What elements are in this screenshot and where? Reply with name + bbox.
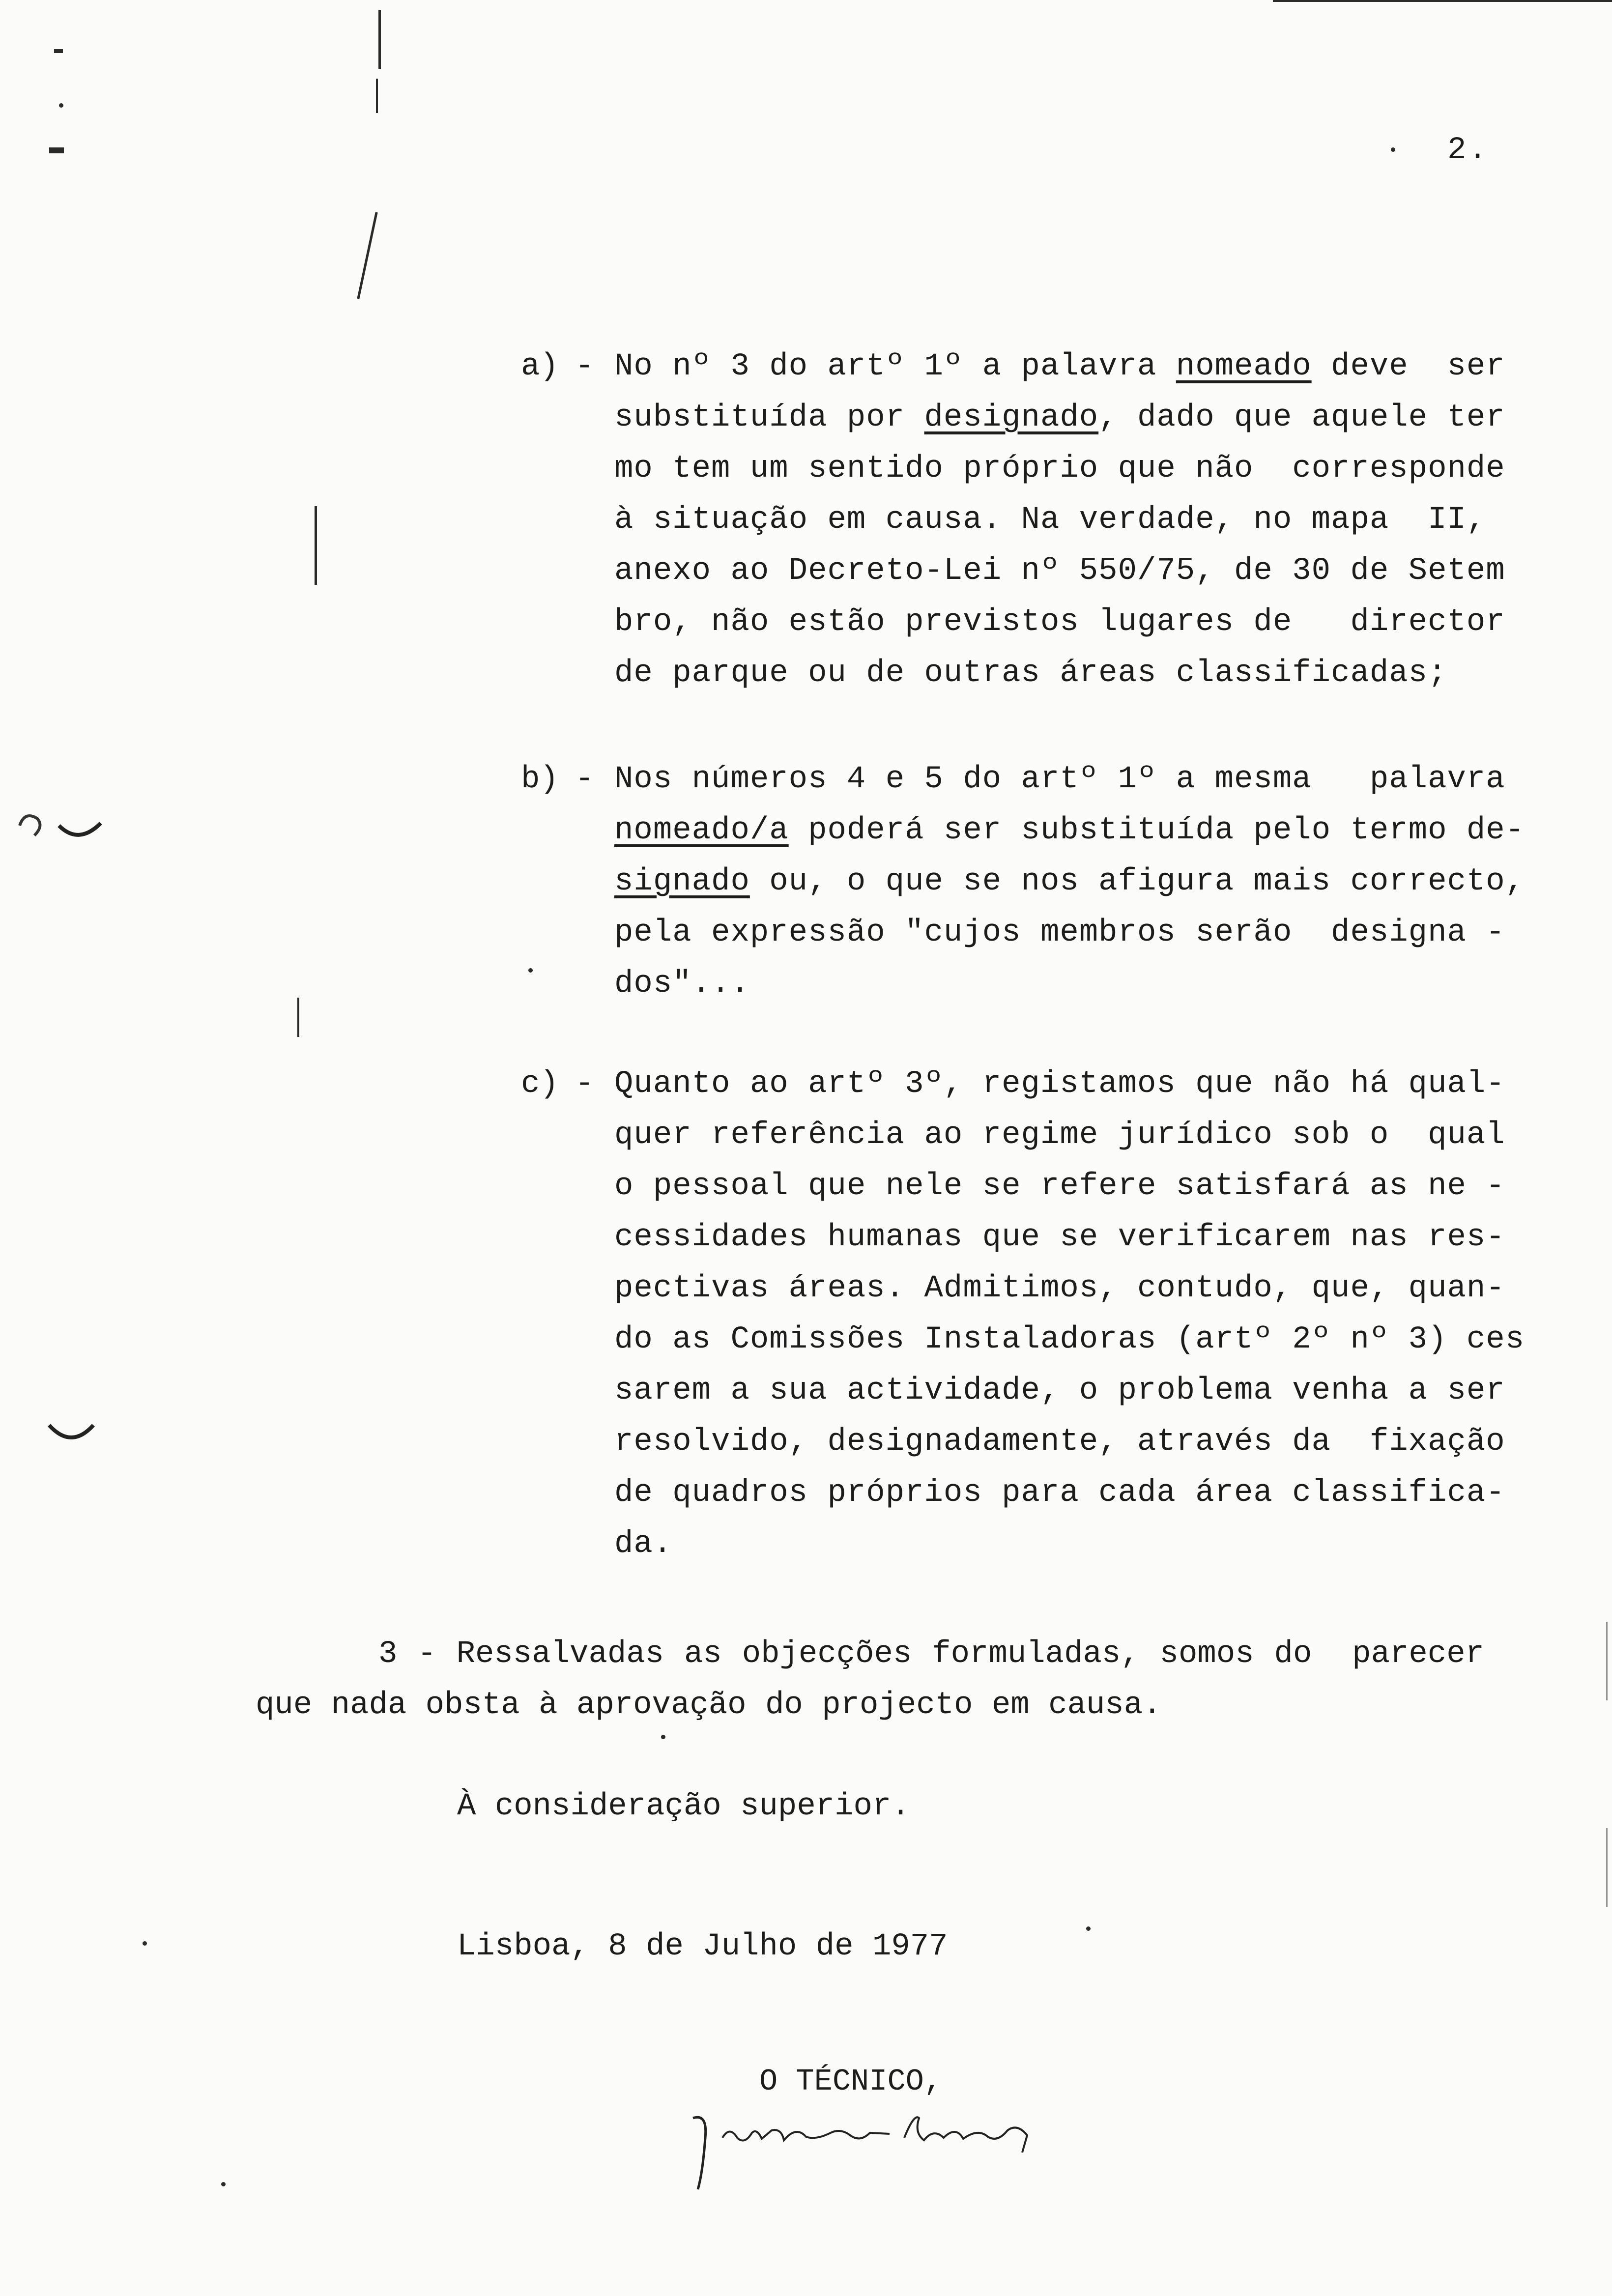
underlined-term: nomeado: [1176, 349, 1312, 384]
text-line: [614, 1066, 1505, 1118]
scan-dot: [1391, 147, 1395, 152]
text-run: resolvido, designadamente, através da fixação: [614, 1424, 1505, 1460]
text-line: [614, 451, 1505, 502]
text-run: anexo ao Decreto-Lei nº 550/75, de 30 de Setem: [614, 553, 1505, 589]
item-body: [521, 1066, 1525, 1578]
paragraph-3: [256, 1636, 1484, 1739]
signatory-role: O TÉCNICO,: [759, 2064, 943, 2099]
item-label: a): [521, 349, 559, 384]
item-label: c): [521, 1066, 559, 1102]
underlined-term: signado: [614, 864, 750, 899]
list-item-c: [521, 1066, 1525, 1578]
item-dash: -: [575, 1066, 594, 1102]
underlined-term: designado: [924, 400, 1099, 435]
text-line: [614, 1424, 1505, 1475]
text-run: de parque ou de outras áreas classificadas;: [614, 656, 1447, 691]
scan-mark: [1273, 0, 1612, 2]
text-run: quer referência ao regime jurídico sob o qual: [614, 1118, 1505, 1153]
text-run: pectivas áreas. Admitimos, contudo, que, quan-: [614, 1271, 1505, 1306]
text-line: [614, 966, 1484, 1017]
text-line: [614, 1220, 1505, 1271]
text-line: [614, 349, 1505, 400]
text-line: [614, 502, 1484, 553]
scan-dot: [221, 2182, 226, 2186]
underlined-term: nomeado/a: [614, 813, 789, 848]
text-run: poderá ser substituída pelo termo de-: [788, 813, 1525, 848]
text-run: dos"...: [614, 966, 750, 1002]
text-run: Quanto ao artº 3º, registamos que não há qual-: [614, 1066, 1505, 1102]
margin-mark: [44, 1415, 98, 1455]
margin-mark: [10, 796, 103, 855]
text-line: [614, 400, 1505, 451]
scan-mark: [378, 10, 381, 69]
text-run: bro, não estão previstos lugares de director: [614, 604, 1505, 640]
handwritten-signature: [683, 2098, 1037, 2197]
text-run: cessidades humanas que se verificarem nas res-: [614, 1220, 1505, 1255]
paragraph-3-line: que nada obsta à aprovação do projecto em causa.: [256, 1688, 1162, 1723]
text-line: [614, 915, 1505, 966]
item-label: b): [521, 762, 559, 797]
scan-mark: [376, 79, 378, 113]
text-run: sarem a sua actividade, o problema venha a ser: [614, 1373, 1505, 1408]
text-run: substituída por: [614, 400, 924, 435]
text-line: [614, 762, 1505, 813]
text-line: [614, 656, 1484, 707]
list-item-b: [521, 762, 1525, 1017]
place-date: Lisboa, 8 de Julho de 1977: [457, 1929, 948, 1964]
scan-mark: [357, 212, 377, 299]
scan-mark: [297, 998, 299, 1037]
text-run: pela expressão "cujos membros serão designa -: [614, 915, 1505, 950]
scan-edge: [1606, 1828, 1608, 1907]
text-line: [614, 1475, 1505, 1526]
text-line: [614, 1322, 1525, 1373]
scan-dot: [1086, 1926, 1091, 1931]
text-run: ou, o que se nos afigura mais correcto,: [749, 864, 1525, 899]
text-run: deve ser: [1311, 349, 1505, 384]
paragraph-3-line: 3 - Ressalvadas as objecções formuladas, somos do parecer: [378, 1636, 1484, 1672]
text-run: o pessoal que nele se refere satisfará as ne -: [614, 1169, 1505, 1204]
text-run: de quadros próprios para cada área classifica-: [614, 1475, 1505, 1511]
text-line: [614, 1373, 1505, 1424]
consideration-line: À consideração superior.: [457, 1789, 910, 1824]
page-number: 2.: [1447, 133, 1489, 168]
item-dash: -: [575, 349, 594, 384]
scan-mark: [49, 147, 64, 153]
scan-dot: [143, 1941, 147, 1946]
text-run: mo tem um sentido próprio que não corresponde: [614, 451, 1505, 487]
text-run: à situação em causa. Na verdade, no mapa II,: [614, 502, 1486, 538]
list-item-a: [521, 349, 1505, 707]
text-line: [614, 864, 1525, 915]
text-run: do as Comissões Instaladoras (artº 2º nº 3) ces: [614, 1322, 1525, 1357]
text-run: , dado que aquele ter: [1098, 400, 1505, 435]
text-line: [614, 813, 1525, 864]
text-line: [614, 1118, 1505, 1169]
text-line: [614, 1169, 1505, 1220]
text-run: Nos números 4 e 5 do artº 1º a mesma palavra: [614, 762, 1505, 797]
scan-mark: [54, 49, 63, 53]
text-run: da.: [614, 1526, 673, 1562]
text-run: No nº 3 do artº 1º a palavra: [614, 349, 1176, 384]
text-line: [614, 553, 1505, 604]
scan-dot: [59, 103, 63, 108]
item-dash: -: [575, 762, 594, 797]
text-line: [614, 604, 1505, 656]
scan-mark: [315, 506, 317, 585]
item-body: [521, 762, 1525, 1017]
text-line: [614, 1526, 1484, 1578]
item-body: [521, 349, 1505, 707]
text-line: [614, 1271, 1505, 1322]
scan-edge: [1606, 1622, 1608, 1700]
